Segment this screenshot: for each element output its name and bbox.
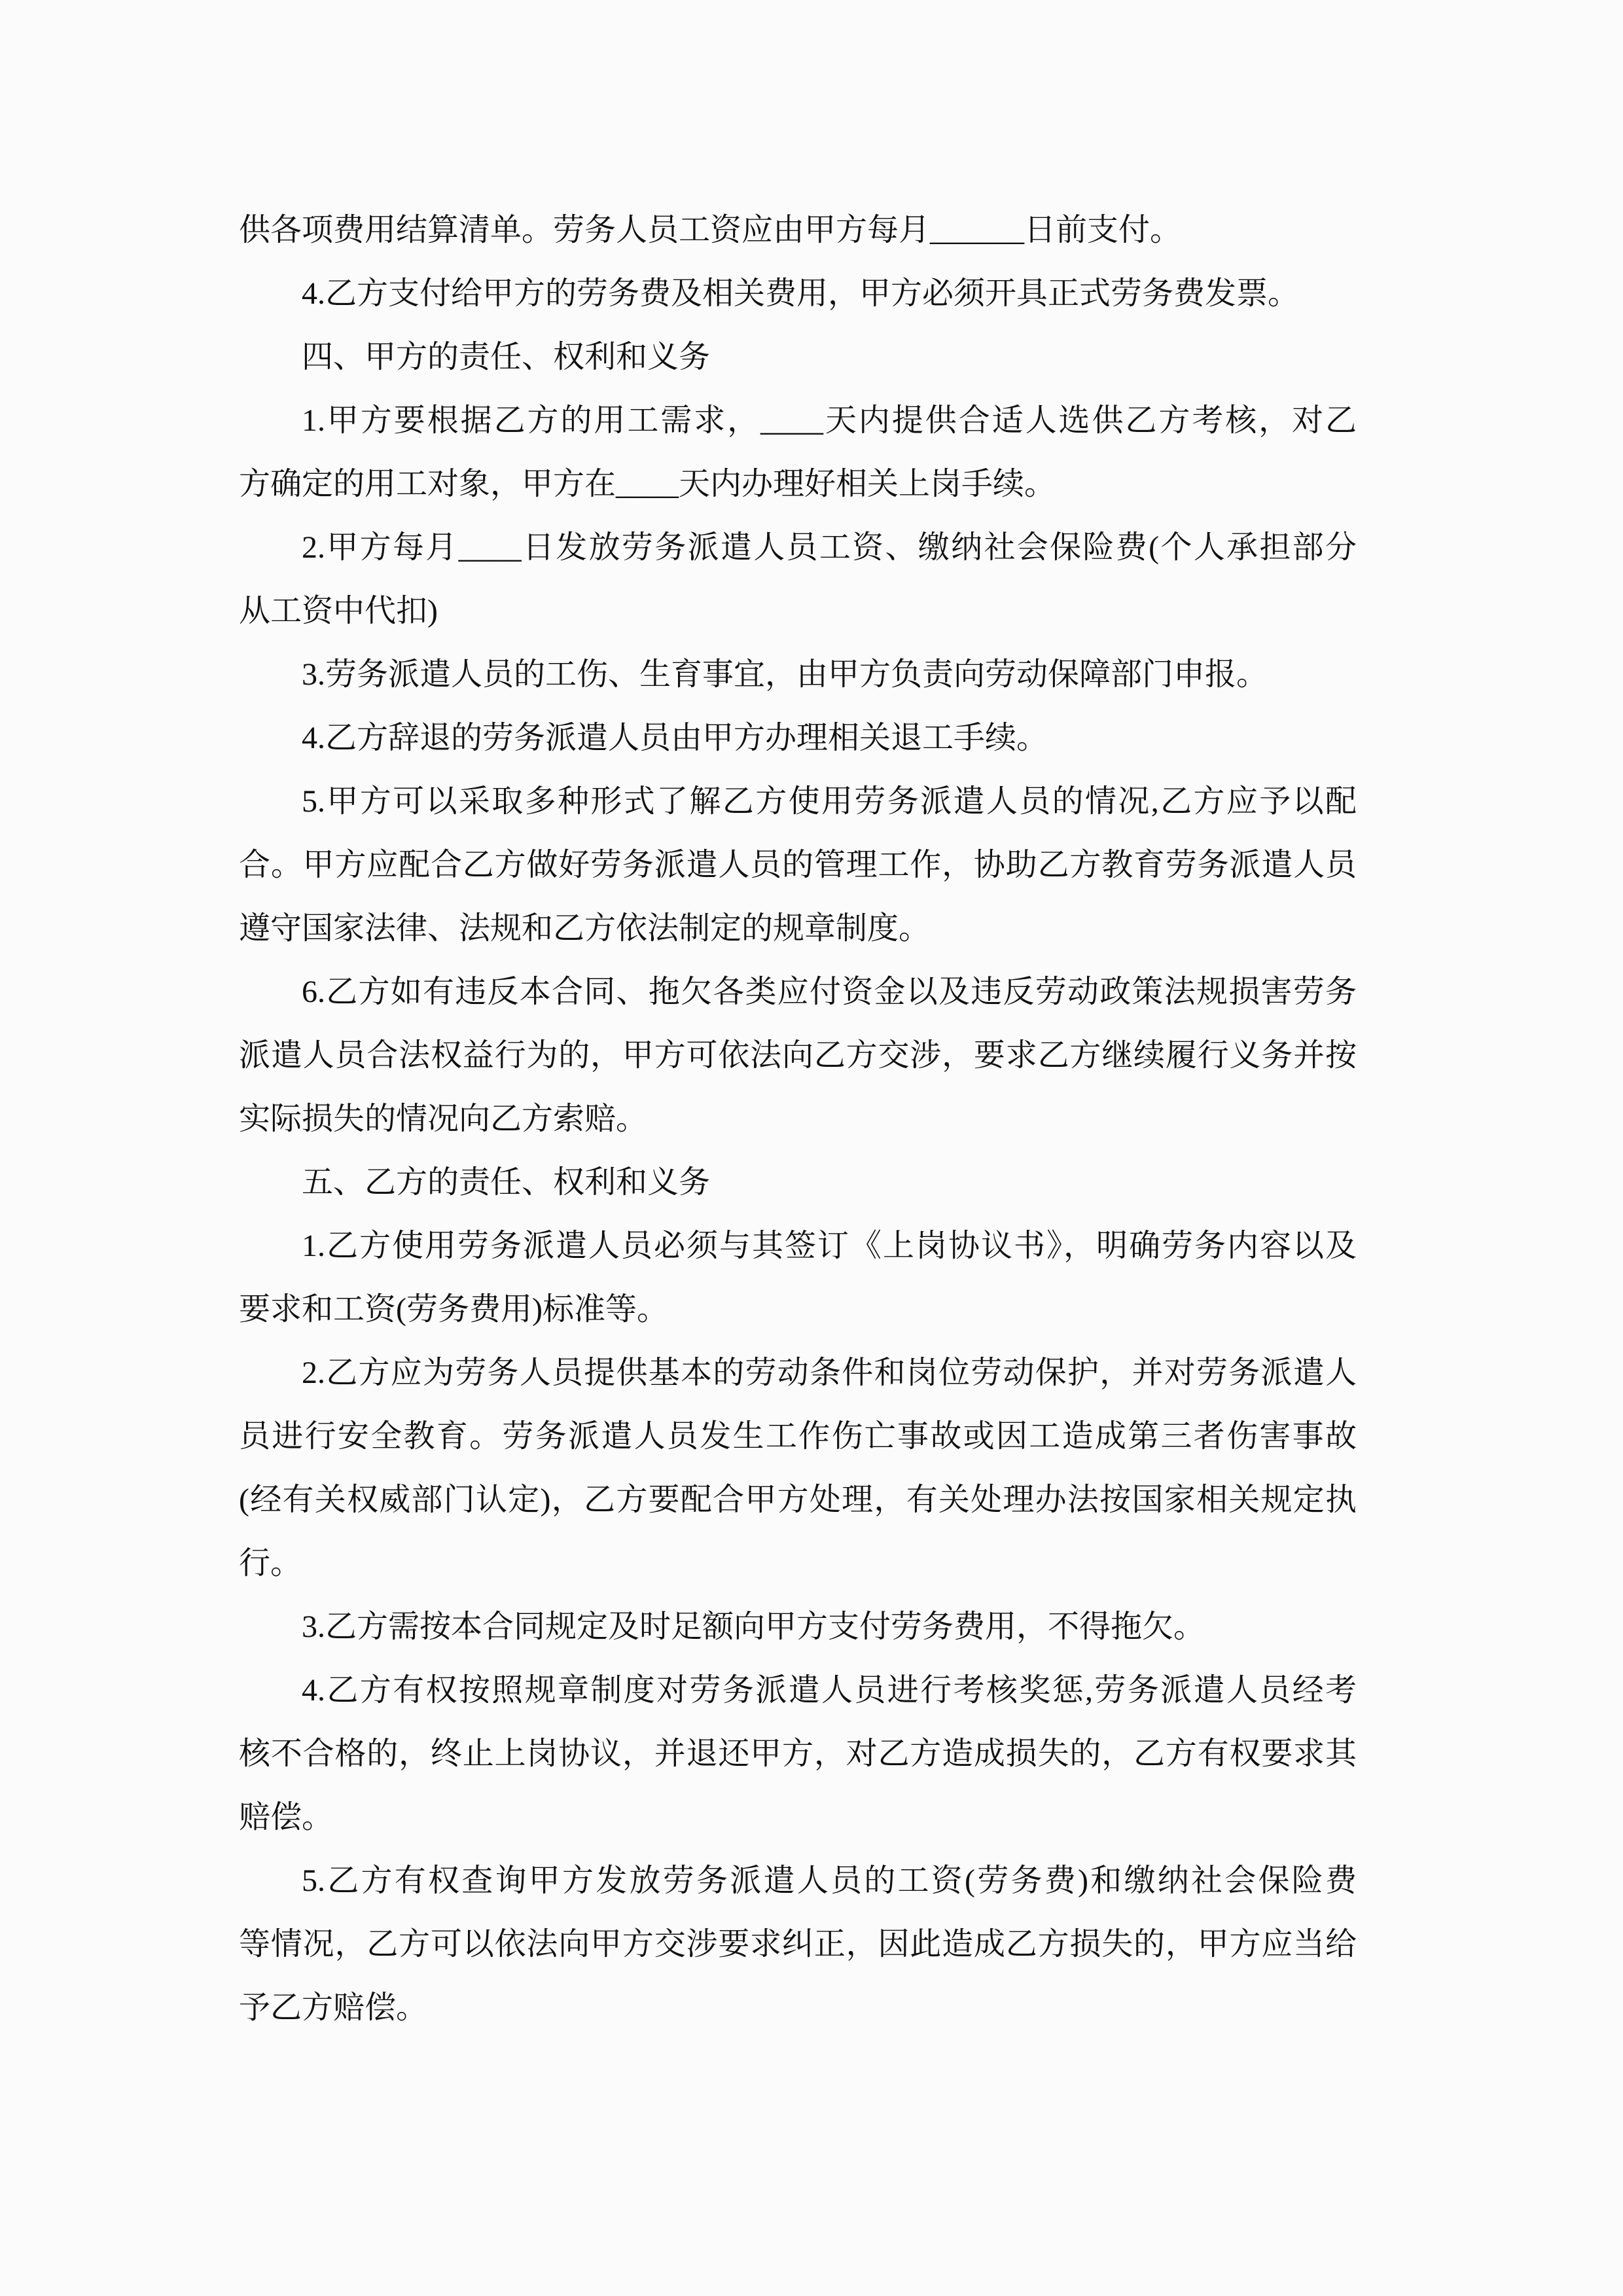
text-line: 实际损失的情况向乙方索赔。 xyxy=(239,1102,648,1136)
text-line: 方确定的用工对象，甲方在____天内办理好相关上岗手续。 xyxy=(239,467,1056,501)
text-line: 核不合格的，终止上岗协议，并退还甲方，对乙方造成损失的，乙方有权要求其 xyxy=(239,1736,1357,1771)
text-line: 2.甲方每月____日发放劳务派遣人员工资、缴纳社会保险费(个人承担部分 xyxy=(302,530,1357,565)
text-line: 合。甲方应配合乙方做好劳务派遣人员的管理工作，协助乙方教育劳务派遣人员 xyxy=(239,848,1357,882)
text-line: 5.乙方有权查询甲方发放劳务派遣人员的工资(劳务费)和缴纳社会保险费 xyxy=(302,1863,1357,1898)
section-heading-party-b: 五、乙方的责任、权利和义务 xyxy=(302,1165,711,1200)
text-line: 遵守国家法律、法规和乙方依法制定的规章制度。 xyxy=(239,911,931,946)
text-line: 行。 xyxy=(239,1546,302,1581)
text-line: 4.乙方有权按照规章制度对劳务派遣人员进行考核奖惩,劳务派遣人员经考 xyxy=(302,1673,1357,1708)
text-line: 要求和工资(劳务费用)标准等。 xyxy=(239,1292,668,1327)
text-line: 4.乙方支付给甲方的劳务费及相关费用，甲方必须开具正式劳务费发票。 xyxy=(302,276,1300,311)
text-line: 予乙方赔偿。 xyxy=(239,1990,428,2025)
section-heading-party-a: 四、甲方的责任、权利和义务 xyxy=(302,340,711,374)
text-line: 从工资中代扣) xyxy=(239,594,438,628)
text-line: 3.乙方需按本合同规定及时足额向甲方支付劳务费用，不得拖欠。 xyxy=(302,1609,1205,1644)
text-line: (经有关权威部门认定)，乙方要配合甲方处理，有关处理办法按国家相关规定执 xyxy=(239,1482,1357,1517)
text-line: 1.乙方使用劳务派遣人员必须与其签订《上岗协议书》，明确劳务内容以及 xyxy=(302,1229,1357,1263)
contract-text-block xyxy=(239,198,1357,2039)
text-line: 供各项费用结算清单。劳务人员工资应由甲方每月______日前支付。 xyxy=(239,213,1182,247)
text-line: 6.乙方如有违反本合同、拖欠各类应付资金以及违反劳动政策法规损害劳务 xyxy=(302,975,1357,1009)
text-line: 员进行安全教育。劳务派遣人员发生工作伤亡事故或因工造成第三者伤害事故 xyxy=(239,1419,1357,1454)
text-line: 1.甲方要根据乙方的用工需求，____天内提供合适人选供乙方考核，对乙 xyxy=(302,403,1357,438)
text-line: 等情况，乙方可以依法向甲方交涉要求纠正，因此造成乙方损失的，甲方应当给 xyxy=(239,1927,1357,1962)
text-line: 2.乙方应为劳务人员提供基本的劳动条件和岗位劳动保护，并对劳务派遣人 xyxy=(302,1355,1357,1390)
text-line: 派遣人员合法权益行为的，甲方可依法向乙方交涉，要求乙方继续履行义务并按 xyxy=(239,1038,1357,1073)
text-line: 赔偿。 xyxy=(239,1800,334,1835)
text-line: 5.甲方可以采取多种形式了解乙方使用劳务派遣人员的情况,乙方应予以配 xyxy=(302,784,1357,819)
text-line: 4.乙方辞退的劳务派遣人员由甲方办理相关退工手续。 xyxy=(302,721,1048,755)
text-line: 3.劳务派遣人员的工伤、生育事宜，由甲方负责向劳动保障部门申报。 xyxy=(302,657,1268,692)
